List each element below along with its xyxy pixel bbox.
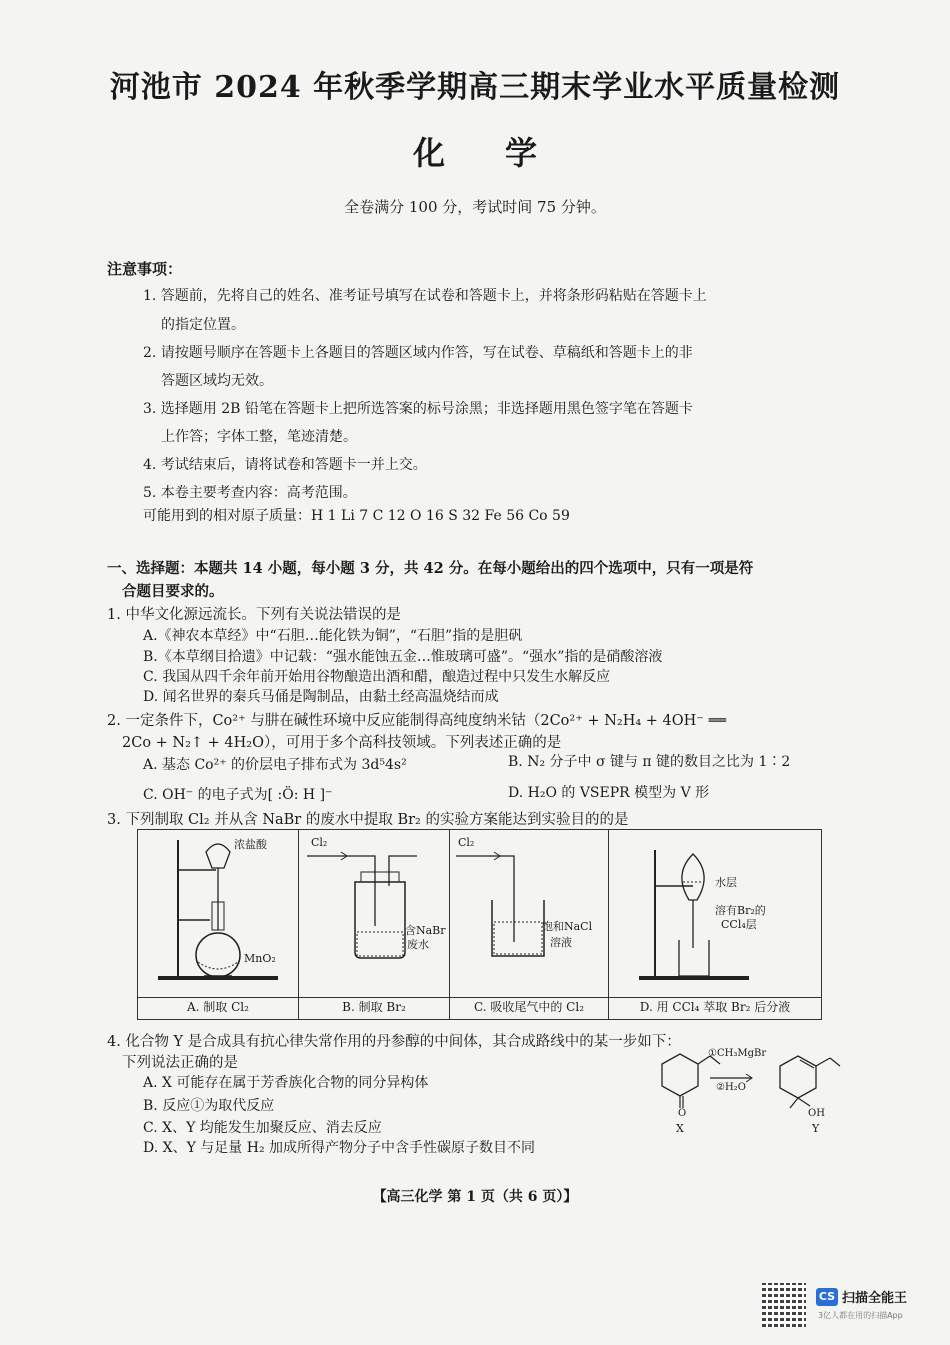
exam-title: 河池市 2024 年秋季学期高三期末学业水平质量检测 [109, 70, 841, 105]
ring-y [780, 1056, 816, 1098]
q1-option-d: D. 闻名世界的秦兵马俑是陶制品，由黏土经高温烧结而成 [143, 689, 499, 705]
q2-stem-cont: 2Co + N₂↑ + 4H₂O），可用于多个高科技领域。下列表述正确的是 [122, 735, 562, 751]
label-nacl: 饱和NaCl [542, 920, 593, 933]
qr-code-icon [762, 1283, 806, 1327]
apparatus-table [137, 829, 822, 1020]
scanner-logo-icon: CS [816, 1288, 838, 1306]
exam-info: 全卷满分 100 分，考试时间 75 分钟。 [344, 198, 606, 216]
label-water-layer: 水层 [715, 876, 737, 889]
q1-option-c: C. 我国从四千余年前开始用谷物酿造出酒和醋，酿造过程中只发生水解反应 [143, 669, 611, 685]
q4-option-a: A. X 可能存在属于芳香族化合物的同分异构体 [143, 1075, 429, 1091]
label-y: Y [812, 1122, 820, 1135]
note-line: 2. 请按题号顺序在答题卡上各题目的答题区域内作答，写在试卷、草稿纸和答题卡上的非 [143, 345, 693, 361]
section-heading-cont: 合题目要求的。 [122, 583, 224, 600]
panel-d [609, 830, 822, 998]
panel-a [138, 830, 299, 998]
label-x: X [676, 1122, 684, 1135]
q2-option-a: A. 基态 Co²⁺ 的价层电子排布式为 3d⁵4s² [143, 757, 407, 773]
note-line: 的指定位置。 [161, 317, 245, 333]
q4-stem: 4. 化合物 Y 是合成具有抗心律失常作用的丹参醇的中间体，其合成路线中的某一步如下： [107, 1034, 681, 1050]
q4-option-d: D. X、Y 与足量 H₂ 加成所得产物分子中含手性碳原子数目不同 [143, 1140, 536, 1156]
panel-b [299, 830, 450, 998]
section-heading: 一、选择题：本题共 14 小题，每小题 3 分，共 42 分。在每小题给出的四个选项中，只有一项是符 [107, 560, 754, 577]
subject-title: 化学 [412, 134, 597, 172]
note-line: 上作答；字体工整，笔迹清楚。 [161, 429, 357, 445]
q2-option-b: B. N₂ 分子中 σ 键与 π 键的数目之比为 1∶2 [508, 754, 791, 770]
label-mno2: MnO₂ [244, 952, 276, 965]
note-line: 答题区域均无效。 [161, 373, 273, 389]
scanner-app-name: 扫描全能王 [842, 1291, 908, 1306]
scanner-tagline: 3亿人都在用的扫描App [818, 1311, 903, 1320]
q2-option-d: D. H₂O 的 VSEPR 模型为 V 形 [508, 785, 710, 801]
chlorine-generator-diagram [138, 830, 298, 993]
page-footer: 【高三化学 第 1 页（共 6 页）】 [372, 1189, 578, 1205]
q4-option-c: C. X、Y 均能发生加聚反应、消去反应 [143, 1120, 382, 1136]
label-oh: OH [808, 1108, 825, 1119]
label-wastewater: 废水 [407, 938, 429, 951]
label-br2: 溶有Br₂的 [715, 904, 766, 917]
notes-title: 注意事项： [107, 260, 183, 278]
note-line: 3. 选择题用 2B 铅笔在答题卡上把所选答案的标号涂黑；非选择题用黑色签字笔在答题卡 [143, 401, 693, 417]
note-line: 5. 本卷主要考查内容：高考范围。 [143, 485, 357, 501]
label-nabr: 含NaBr [405, 924, 446, 937]
beaker-diagram [450, 830, 608, 993]
q2-option-c: C. OH⁻ 的电子式为[ :Ö: H ]⁻ [143, 787, 333, 803]
label-solution: 溶液 [550, 936, 572, 949]
caption-d: D. 用 CCl₄ 萃取 Br₂ 后分液 [609, 998, 822, 1020]
q1-option-a: A.《神农本草经》中“石胆…能化铁为铜”，“石胆”指的是胆矾 [143, 628, 523, 644]
caption-b: B. 制取 Br₂ [299, 998, 450, 1020]
caption-c: C. 吸收尾气中的 Cl₂ [450, 998, 609, 1020]
reagent-1: ①CH₃MgBr [708, 1048, 767, 1059]
ring-x [662, 1054, 698, 1096]
q1-option-b: B.《本草纲目拾遗》中记载：“强水能蚀五金…惟玻璃可盛”。“强水”指的是硝酸溶液 [143, 649, 663, 665]
reagent-2: ②H₂O [716, 1082, 746, 1093]
panel-c [450, 830, 609, 998]
q2-stem: 2. 一定条件下，Co²⁺ 与肼在碱性环境中反应能制得高纯度纳米钴（2Co²⁺ + N₂H₄ + 4OH⁻ ══ [107, 713, 727, 729]
note-line: 1. 答题前，先将自己的姓名、准考证号填写在试卷和答题卡上，并将条形码粘贴在答题卡上 [143, 288, 707, 304]
q4-stem-cont: 下列说法正确的是 [122, 1055, 238, 1071]
gas-bottle-diagram [299, 830, 449, 993]
label-cl2: Cl₂ [458, 836, 475, 849]
atomic-masses: 可能用到的相对原子质量：H 1 Li 7 C 12 O 16 S 32 Fe 56 Co 59 [143, 508, 570, 524]
label-ccl4-layer: CCl₄层 [721, 918, 757, 931]
label-o: O [678, 1108, 687, 1119]
caption-a: A. 制取 Cl₂ [138, 998, 299, 1020]
q1-stem: 1. 中华文化源远流长。下列有关说法错误的是 [107, 607, 401, 623]
label-cl2: Cl₂ [311, 836, 328, 849]
q4-option-b: B. 反应①为取代反应 [143, 1098, 275, 1114]
label-conc-hcl: 浓盐酸 [234, 838, 267, 851]
q3-stem: 3. 下列制取 Cl₂ 并从含 NaBr 的废水中提取 Br₂ 的实验方案能达到实验目的的是 [107, 812, 629, 828]
note-line: 4. 考试结束后，请将试卷和答题卡一并上交。 [143, 457, 427, 473]
